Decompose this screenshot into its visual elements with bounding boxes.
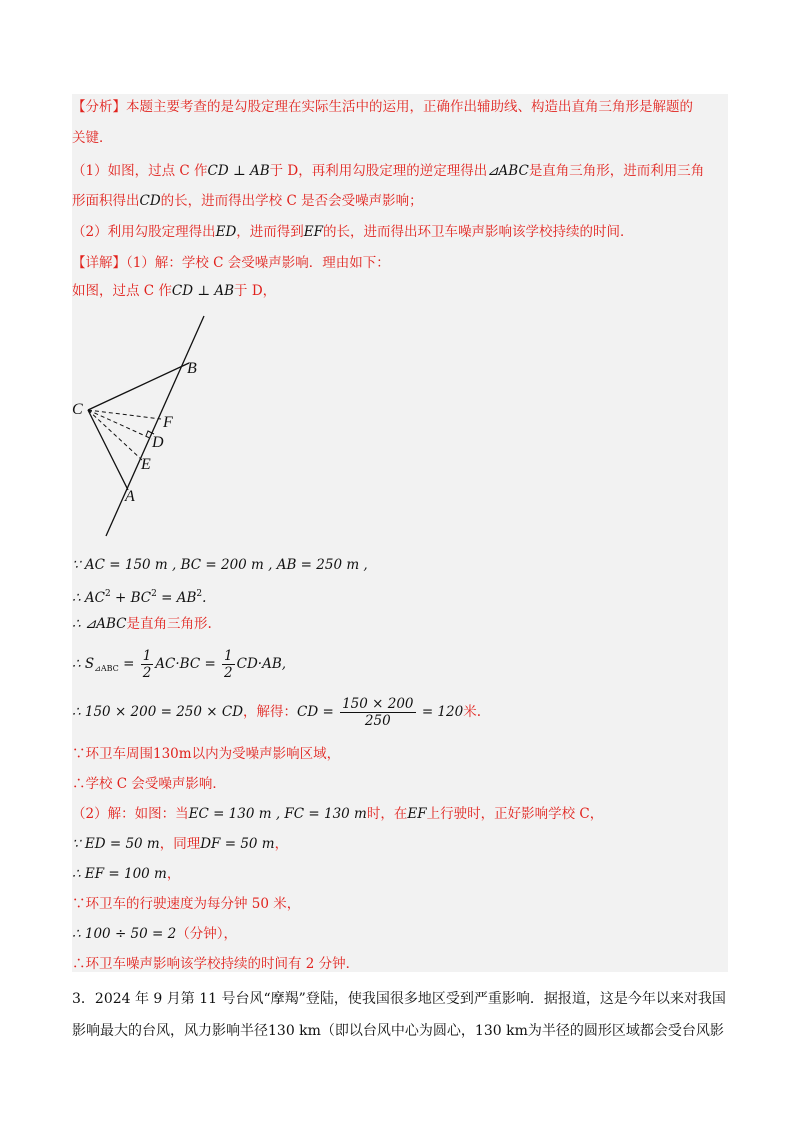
step3-math: ∴ ⊿ABC: [72, 616, 127, 632]
step9-a: ∵ ED = 50 m: [72, 836, 160, 852]
step9-c: DF = 50 m: [200, 836, 275, 852]
detail-line-1: [72, 253, 728, 273]
analysis-p2-text-a: （2）利用勾股定理得出: [72, 224, 216, 240]
frac1-den: 2: [142, 665, 152, 681]
analysis-part-1: [72, 161, 728, 181]
step2-end: .: [202, 590, 207, 606]
segment-cd: [88, 410, 152, 439]
step-speed: ∵环卫车的行驶速度为每分钟 50 米，: [72, 896, 301, 912]
step-ef: [72, 864, 728, 884]
step9-d: ，: [274, 836, 289, 852]
step8-b: EC = 130 m , FC = 130 m: [188, 806, 367, 822]
step2-post: = AB: [156, 590, 197, 606]
segment-ca: [88, 410, 128, 490]
frac3-den: 250: [364, 713, 391, 729]
analysis-part-2: [72, 222, 728, 242]
step5-unit: 米.: [463, 704, 481, 720]
detail-text-2a: 如图，过点 C 作: [72, 283, 172, 299]
step-given: ∵ AC = 150 m , BC = 200 m , AB = 250 m ,: [72, 557, 368, 573]
detail-text-1: （1）解：学校 C 会受噪声影响．理由如下：: [126, 255, 390, 271]
step2-sq-2: 2: [151, 589, 157, 599]
fraction-half-2: [222, 648, 235, 681]
label-e: E: [141, 456, 151, 473]
step-division: [72, 924, 728, 944]
step-final-answer: ∴环卫车噪声影响该学校持续的时间有 2 分钟．: [72, 956, 360, 972]
step8-d: EF: [407, 806, 427, 822]
analysis-p1-text-c: 是直角三角形，进而利用三角: [528, 163, 705, 179]
analysis-line-1: [72, 97, 728, 117]
math-ed: ED: [215, 224, 237, 240]
step5-cd: CD =: [297, 704, 339, 720]
step5-pre: ∴ 150 × 200 = 250 × CD: [72, 704, 244, 720]
fraction-cd: [340, 696, 415, 729]
detail-text-2b: 于 D，: [234, 283, 277, 299]
analysis-text-1: 本题主要考查的是勾股定理在实际生活中的运用，正确作出辅助线、构造出直角三角形是解题的: [126, 99, 693, 115]
label-f: F: [163, 414, 173, 431]
step9-b: ，同理: [159, 836, 201, 852]
step5-result: = 120: [417, 704, 464, 720]
step12-a: ∴ 100 ÷ 50 = 2: [72, 926, 177, 942]
step4-b: CD·AB,: [236, 656, 287, 672]
math-cd-perp-ab: CD ⊥ AB: [207, 163, 270, 179]
math-ef: EF: [303, 224, 324, 240]
step12-b: （分钟），: [176, 926, 237, 942]
analysis-p2-text-c: 的长，进而得出环卫车噪声影响该学校持续的时间．: [323, 224, 634, 240]
detail-tag: 【详解】: [72, 255, 126, 271]
analysis-part-1-cont: [72, 191, 728, 211]
step-pythagoras: [72, 584, 728, 608]
segment-cf: [88, 410, 161, 419]
analysis-p2-text-b: ，进而得到: [236, 224, 304, 240]
frac2-num: 1: [224, 648, 233, 664]
math-cd-perp-ab-2: CD ⊥ AB: [171, 283, 235, 299]
question-3-line-1: 3．2024 年 9 月第 11 号台风“摩羯”登陆，使我国很多地区受到严重影响．据报道，这是今年以来对我国: [72, 991, 726, 1007]
step5-mid: ，解得：: [243, 704, 298, 720]
label-d: D: [152, 434, 164, 451]
step-right-triangle: [72, 614, 728, 634]
line-ab: [106, 316, 204, 536]
step-conclusion-1: ∴学校 C 会受噪声影响．: [72, 776, 226, 792]
frac2-den: 2: [224, 665, 233, 681]
analysis-p1-text-d: 形面积得出: [72, 193, 140, 209]
label-b: B: [187, 360, 197, 377]
step2-pre: ∴ AC: [72, 590, 105, 606]
detail-line-2: [72, 281, 728, 301]
step8-a: （2）解：如图：当: [72, 806, 189, 822]
step-part-2: [72, 804, 728, 824]
step4-a: AC·BC =: [155, 656, 221, 672]
segment-cb: [88, 363, 189, 410]
step2-sq-3: 2: [196, 589, 203, 599]
analysis-tag: 【分析】: [72, 99, 126, 115]
analysis-line-2: 关键．: [72, 130, 113, 146]
frac3-num: 150 × 200: [342, 696, 414, 712]
geometry-figure: [72, 310, 272, 545]
step-ed-df: [72, 834, 728, 854]
step10-a: ∴ EF = 100 m: [72, 866, 167, 882]
step8-c: 时，在: [366, 806, 408, 822]
step-area: [72, 646, 728, 687]
math-cd: CD: [139, 193, 161, 209]
step2-mid: + BC: [110, 590, 152, 606]
step-solve-cd: [72, 694, 728, 730]
label-c: C: [72, 401, 83, 418]
math-triangle-abc: ⊿ABC: [487, 163, 529, 179]
step4-pre: ∴ S: [72, 656, 95, 672]
step-noise-range: ∵环卫车周围130m以内为受噪声影响区域，: [72, 746, 341, 762]
step4-eq: =: [118, 656, 139, 672]
step10-b: ，: [166, 866, 181, 882]
step4-sub: ⊿ABC: [94, 664, 119, 673]
analysis-p1-text-e: 的长，进而得出学校 C 是否会受噪声影响；: [160, 193, 423, 209]
step2-sq-1: 2: [104, 589, 111, 599]
frac1-num: 1: [142, 648, 152, 664]
label-a: A: [125, 488, 135, 505]
question-3-line-2: 影响最大的台风，风力影响半径130 km（即以台风中心为圆心，130 km为半径的圆形区域都会受台风影: [72, 1023, 724, 1039]
analysis-p1-text-a: （1）如图，过点 C 作: [72, 163, 208, 179]
fraction-half-1: [141, 648, 154, 681]
step8-e: 上行驶时，正好影响学校 C，: [426, 806, 604, 822]
step3-text: 是直角三角形.: [126, 616, 212, 632]
analysis-p1-text-b: 于 D，再利用勾股定理的逆定理得出: [269, 163, 488, 179]
segment-ce: [88, 410, 142, 460]
